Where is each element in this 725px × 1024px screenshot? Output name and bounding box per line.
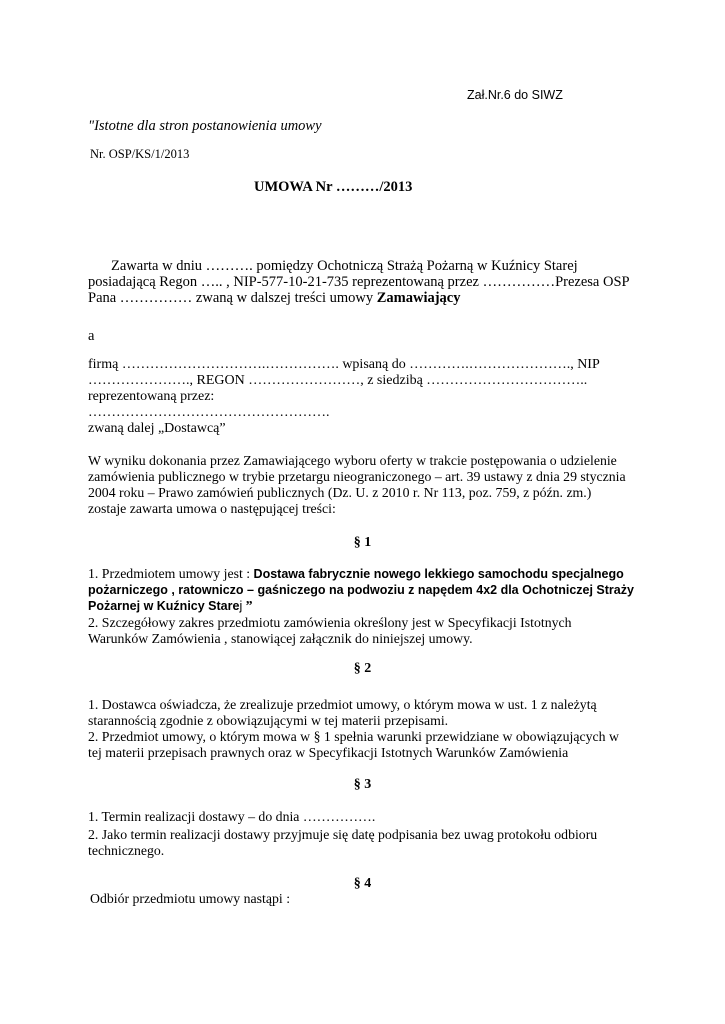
s1-text: 1. Przedmiotem umowy jest : bbox=[88, 566, 254, 581]
section-3-paragraphs bbox=[88, 809, 597, 859]
s1-line: pożarniczego , ratowniczo – gaśniczego na podwoziu z napędem 4x2 dla Ochotniczej Straży bbox=[88, 583, 634, 597]
supplier-line: ……………………………………………. bbox=[88, 405, 330, 420]
supplier-line: firmą ………………………….……………. wpisaną do ………….…………………., NIP bbox=[88, 357, 600, 372]
preamble-line: W wyniku dokonania przez Zamawiającego wyboru oferty w trakcie postępowania o udzielenie bbox=[88, 453, 617, 468]
essential-terms-heading: "Istotne dla stron postanowienia umowy bbox=[88, 118, 322, 134]
supplier-paragraph bbox=[88, 357, 600, 437]
section-2-heading: § 2 bbox=[353, 661, 372, 676]
supplier-line: …………………., REGON ……………………, z siedzibą …………………………….. bbox=[88, 373, 588, 388]
preamble-paragraph bbox=[88, 453, 626, 517]
zamawiajacy-term: Zamawiający bbox=[376, 290, 461, 306]
s1-line: 2. Szczegółowy zakres przedmiotu zamówienia określony jest w Specyfikacji Istotnych bbox=[88, 615, 572, 630]
intro-paragraph bbox=[88, 258, 630, 306]
intro-line: posiadającą Regon ….. , NIP-577-10-21-735 reprezentowaną przez ……………Prezesa OSP bbox=[88, 274, 630, 290]
s1-text: ” bbox=[242, 598, 253, 613]
section-3-heading: § 3 bbox=[353, 777, 372, 792]
section-2-paragraphs bbox=[88, 697, 619, 761]
s2-line: starannością zgodnie z obowiązującymi w tej materii przepisami. bbox=[88, 713, 449, 728]
s1-subject-bold: Pożarnej w Kuźnicy Stare bbox=[88, 599, 240, 613]
supplier-line: reprezentowaną przez: bbox=[88, 389, 215, 404]
section-4-paragraph: Odbiór przedmiotu umowy nastąpi : bbox=[90, 891, 291, 906]
attachment-label: Zał.Nr.6 do SIWZ bbox=[467, 88, 563, 102]
reference-number: Nr. OSP/KS/1/2013 bbox=[90, 147, 190, 161]
s1-text: j bbox=[239, 599, 243, 613]
s3-line: 1. Termin realizacji dostawy – do dnia ……………. bbox=[88, 809, 376, 824]
s1-subject-bold: Dostawa fabrycznie nowego lekkiego samochodu specjalnego bbox=[253, 567, 624, 581]
section-1-paragraph-2 bbox=[88, 615, 572, 647]
contract-title: UMOWA Nr ………/2013 bbox=[254, 179, 413, 195]
supplier-line: zwaną dalej „Dostawcą” bbox=[88, 421, 226, 436]
intro-line: Zawarta w dniu ………. pomiędzy Ochotniczą Strażą Pożarną w Kuźnicy Starej bbox=[111, 258, 578, 274]
s2-line: 2. Przedmiot umowy, o którym mowa w § 1 spełnia warunki przewidziane w obowiązujących w bbox=[88, 729, 619, 744]
s3-line: 2. Jako termin realizacji dostawy przyjmuje się datę podpisania bez uwag protokołu odbioru bbox=[88, 827, 598, 842]
s1-line bbox=[88, 598, 634, 614]
conjunction-a: a bbox=[88, 328, 95, 344]
s1-line: Warunków Zamówienia , stanowiącej załącznik do niniejszej umowy. bbox=[88, 631, 473, 646]
intro-text: Pana …………… zwaną w dalszej treści umowy bbox=[88, 290, 377, 306]
section-1-paragraph-1 bbox=[88, 566, 634, 614]
s1-line bbox=[88, 566, 634, 582]
preamble-line: 2004 roku – Prawo zamówień publicznych (Dz. U. z 2010 r. Nr 113, poz. 759, z późn. zm.) bbox=[88, 485, 592, 500]
section-1-heading: § 1 bbox=[353, 535, 372, 550]
preamble-line: zamówienia publicznego w trybie przetargu nieograniczonego – art. 39 ustawy z dnia 29 stycznia bbox=[88, 469, 626, 484]
s2-line: tej materii przepisach prawnych oraz w Specyfikacji Istotnych Warunków Zamówienia bbox=[88, 745, 569, 760]
s3-line: technicznego. bbox=[88, 843, 165, 858]
intro-line bbox=[88, 290, 630, 306]
section-4-heading: § 4 bbox=[353, 876, 372, 891]
s2-line: 1. Dostawca oświadcza, że zrealizuje przedmiot umowy, o którym mowa w ust. 1 z należytą bbox=[88, 697, 597, 712]
preamble-line: zostaje zawarta umowa o następującej treści: bbox=[88, 501, 336, 516]
